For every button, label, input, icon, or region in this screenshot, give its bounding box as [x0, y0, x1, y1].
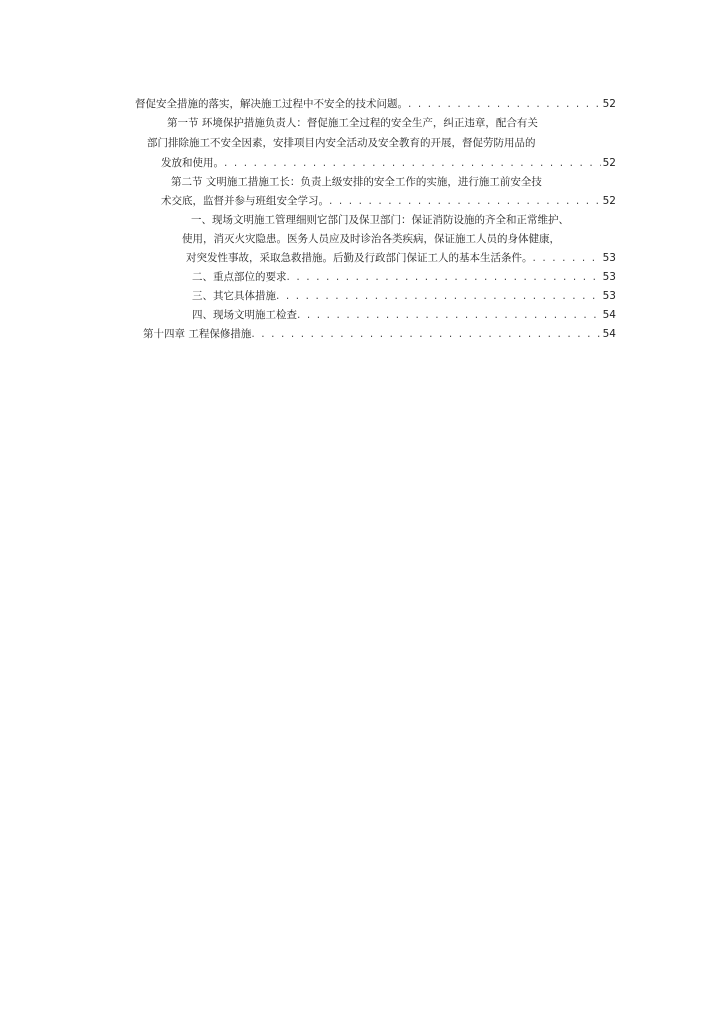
toc-page-number: 54: [602, 328, 616, 340]
toc-entry[interactable]: [192, 288, 616, 304]
toc-entry[interactable]: [143, 326, 616, 342]
toc-entry-title: 使用，消灭火灾隐患。医务人员应及时诊治各类疾病，保证施工人员的身体健康，: [182, 233, 560, 245]
toc-leader-dots: [329, 193, 601, 209]
toc-page-number: 52: [602, 98, 616, 110]
toc-entry-title: 对突发性事故，采取急救措施。后勤及行政部门保证工人的基本生活条件。: [186, 252, 533, 264]
toc-page-number: 53: [602, 271, 616, 283]
toc-entry-title: 术交底，监督并参与班组安全学习。: [161, 195, 329, 207]
toc-page-number: 52: [602, 195, 616, 207]
toc-leader-dots: [224, 155, 601, 171]
toc-entry-title: 第十四章 工程保修措施: [143, 328, 252, 340]
toc-leader-dots: [408, 96, 601, 112]
toc-page-number: 52: [602, 157, 616, 169]
toc-leader-dots: [276, 288, 601, 304]
toc-entry-title: 发放和使用。: [161, 157, 224, 169]
toc-entry-title: 一、现场文明施工管理细则它部门及保卫部门：保证消防设施的齐全和正常维护、: [191, 214, 569, 226]
toc-entry[interactable]: [135, 96, 616, 112]
toc-entry-title: 督促安全措施的落实，解决施工过程中不安全的技术问题。: [135, 98, 408, 110]
toc-page-number: 54: [602, 309, 616, 321]
toc-entry[interactable]: [186, 250, 616, 266]
toc-entry[interactable]: [161, 155, 616, 171]
toc-entry[interactable]: [161, 193, 616, 209]
toc-entry-title: 第一节 环境保护措施负责人：督促施工全过程的安全生产，纠正违章，配合有关: [167, 117, 538, 129]
toc-leader-dots: [533, 250, 601, 266]
toc-entry-title: 第二节 文明施工措施工长：负责上级安排的安全工作的实施，进行施工前安全技: [171, 176, 542, 188]
toc-page-number: 53: [602, 252, 616, 264]
toc-entry[interactable]: [192, 307, 616, 323]
toc-entry-title: 三、其它具体措施: [192, 290, 276, 302]
toc-entry-title: 二、重点部位的要求: [192, 271, 287, 283]
toc-leader-dots: [251, 326, 600, 342]
toc-leader-dots: [297, 307, 601, 323]
toc-entry-title: 部门排除施工不安全因素，安排项目内安全活动及安全教育的开展，督促劳防用品的: [147, 137, 536, 149]
toc-leader-dots: [287, 269, 601, 285]
toc-entry[interactable]: [192, 269, 616, 285]
toc-page-number: 53: [602, 290, 616, 302]
toc-entry-title: 四、现场文明施工检查: [192, 309, 297, 321]
